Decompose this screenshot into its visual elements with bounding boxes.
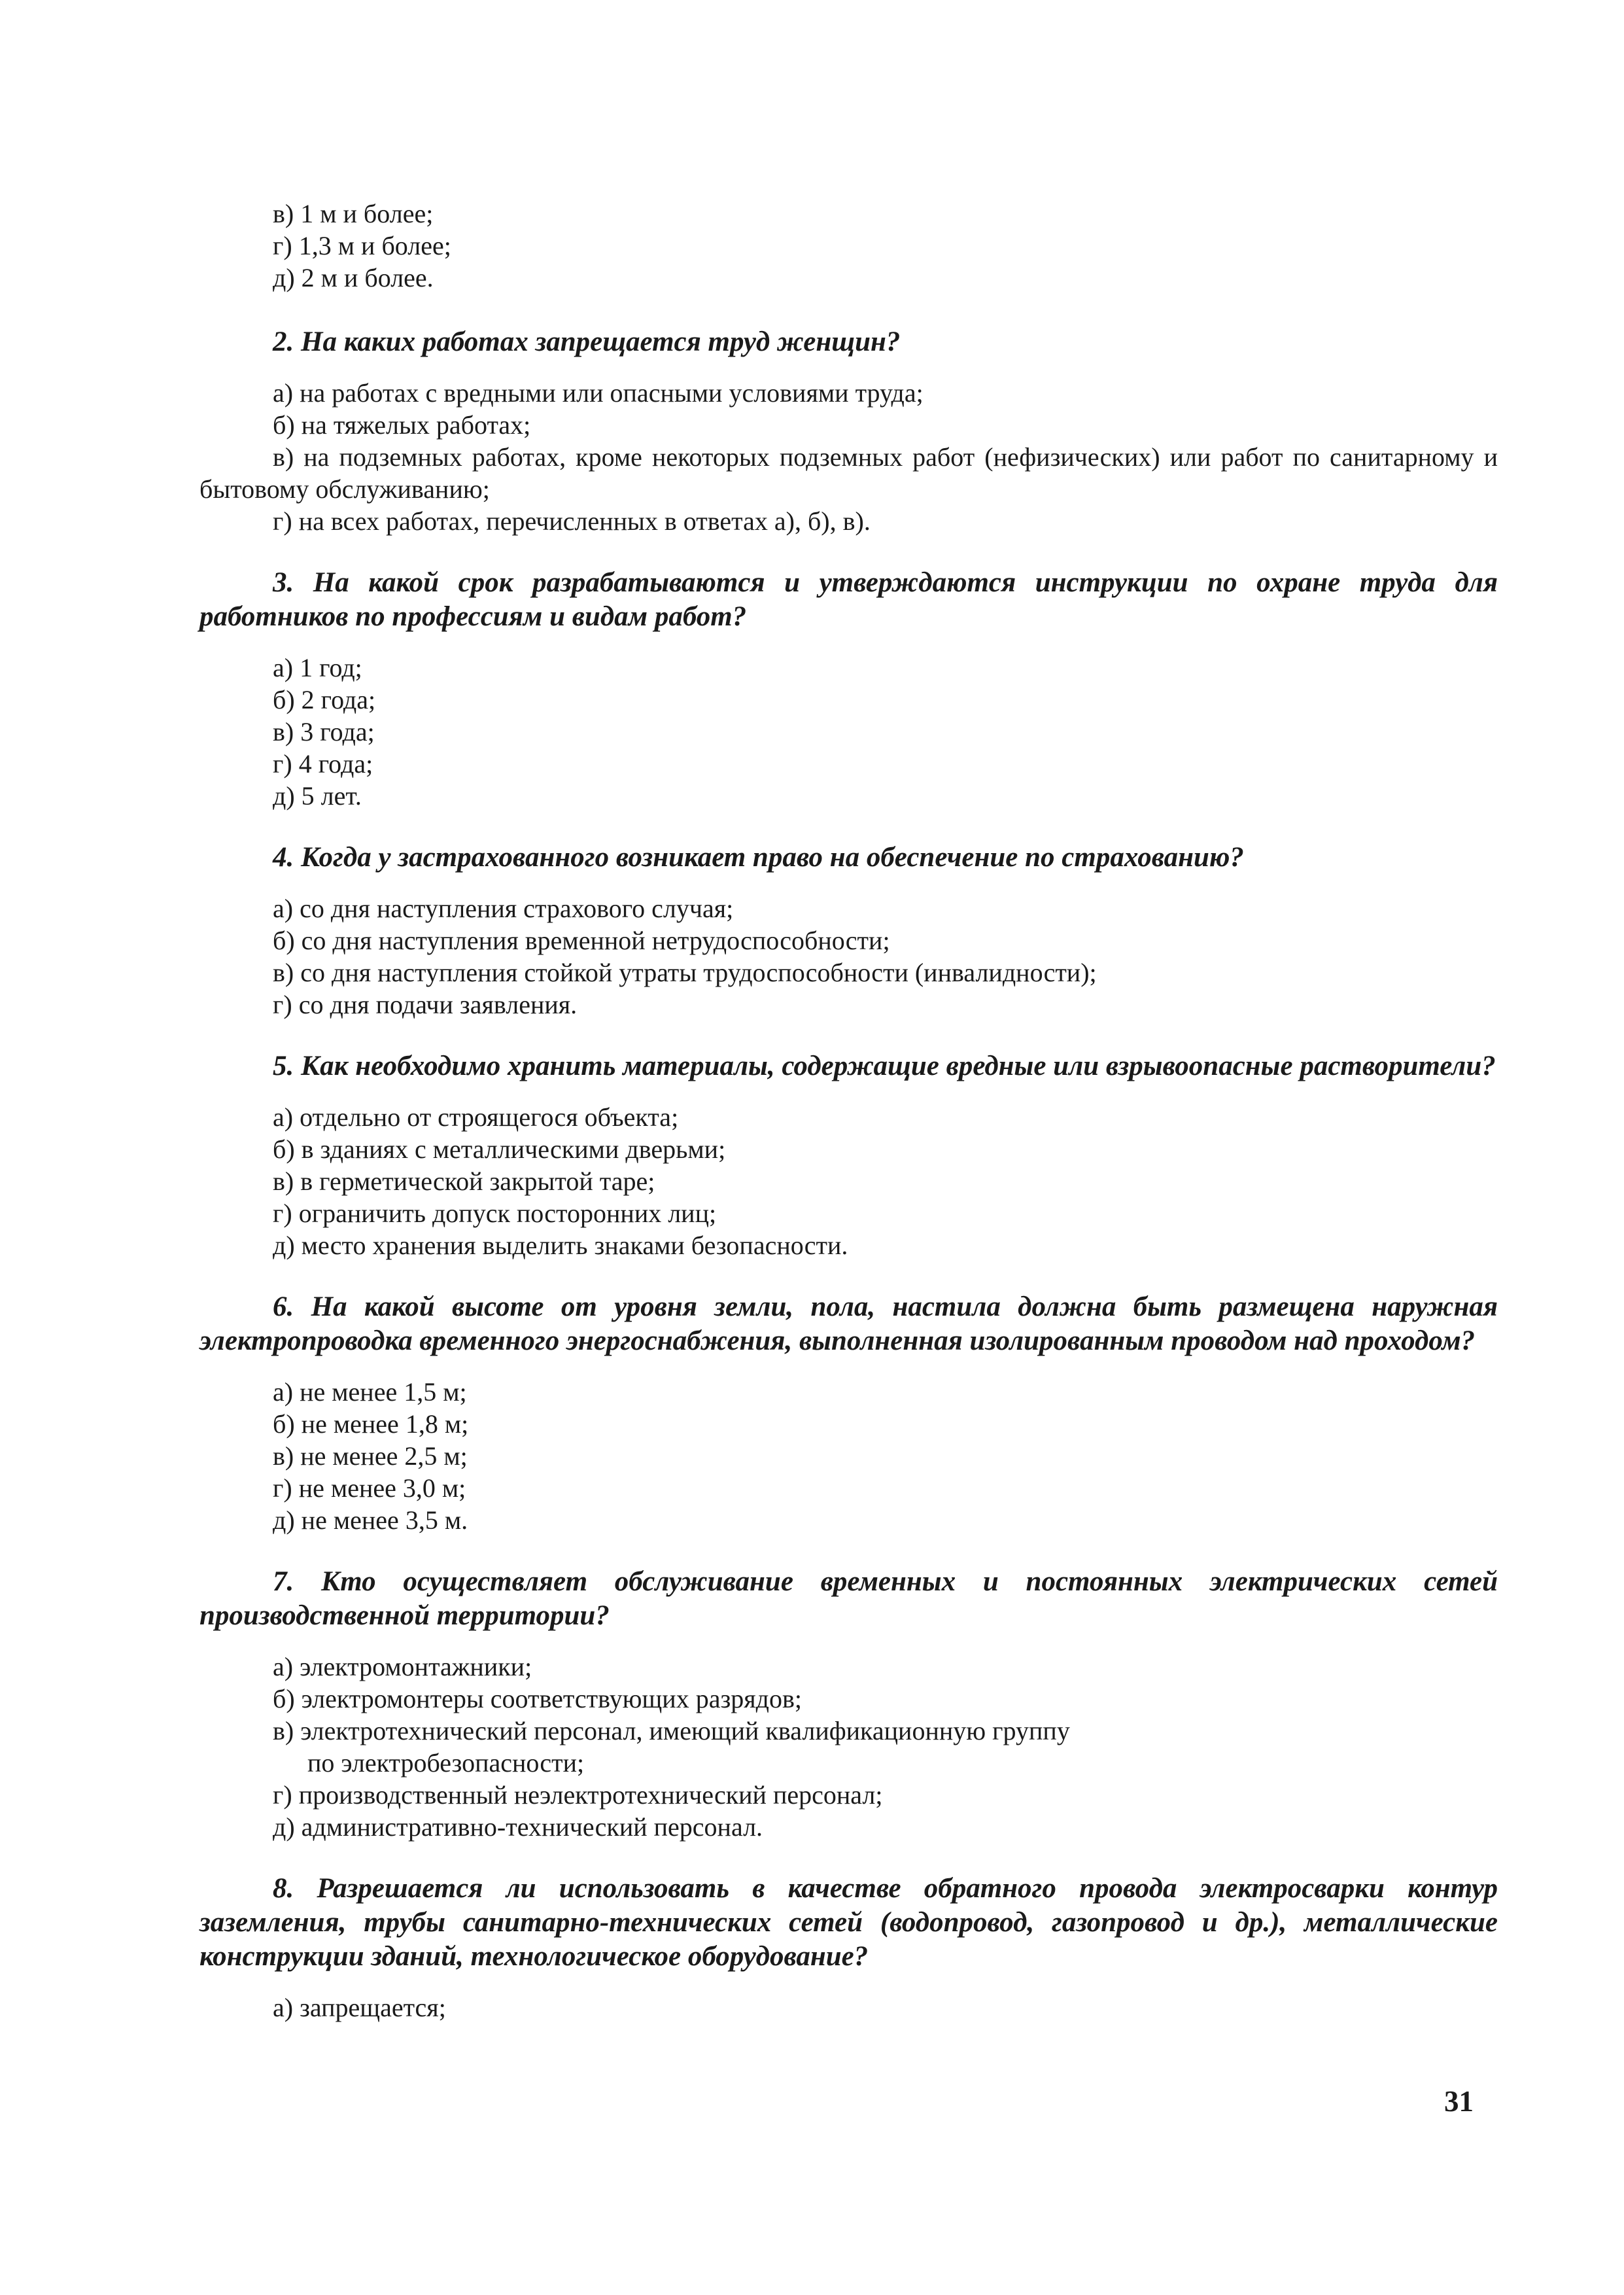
question-2: 2. На каких работах запрещается труд женщин? (273, 326, 901, 357)
answer-item: г) со дня подачи заявления. (273, 990, 578, 1019)
question-1-answers (199, 198, 1498, 294)
question-4-answers (199, 892, 1498, 1021)
answer-item: в) не менее 2,5 м; (273, 1441, 468, 1471)
question-5-answers (199, 1101, 1498, 1261)
page-content (199, 198, 1498, 2052)
answer-item: д) административно-технический персонал. (273, 1812, 763, 1842)
question-6-answers (199, 1376, 1498, 1536)
question-3-answers (199, 652, 1498, 812)
answer-item: а) отдельно от строящегося объекта; (273, 1102, 679, 1132)
answer-item: г) ограничить допуск посторонних лиц; (273, 1199, 717, 1228)
answer-item: а) 1 год; (273, 653, 362, 682)
answer-item: в) на подземных работах, кроме некоторых подземных работ (нефизических) или работ по санитарному и бытовому обслуживанию; (199, 442, 1498, 504)
answer-item: б) со дня наступления временной нетрудоспособности; (273, 926, 890, 955)
question-6: 6. На какой высоте от уровня земли, пола, настила должна быть размещена наружная электропроводка временного энергоснабжения, выполненная изолированным проводом над проходом? (199, 1291, 1498, 1356)
answer-item: д) место хранения выделить знаками безопасности. (273, 1231, 848, 1260)
answer-item: б) не менее 1,8 м; (273, 1409, 469, 1439)
answer-item: б) электромонтеры соответствующих разрядов; (273, 1684, 803, 1713)
question-7: 7. Кто осуществляет обслуживание временных и постоянных электрических сетей производственной территории? (199, 1566, 1498, 1631)
answer-item: г) не менее 3,0 м; (273, 1473, 466, 1503)
question-5: 5. Как необходимо хранить материалы, содержащие вредные или взрывоопасные растворители? (273, 1051, 1496, 1081)
answer-item: в) 1 м и более; (273, 199, 434, 228)
answer-item: в) со дня наступления стойкой утраты трудоспособности (инвалидности); (273, 958, 1097, 987)
answer-item: г) на всех работах, перечисленных в ответах а), б), в). (273, 506, 871, 536)
answer-item: д) 2 м и более. (273, 263, 434, 292)
answer-item: д) не менее 3,5 м. (273, 1505, 468, 1535)
question-7-answers (199, 1651, 1498, 1843)
page-number: 31 (1444, 2085, 1474, 2118)
answer-item: в) в герметической закрытой таре; (273, 1166, 655, 1196)
answer-item: г) 1,3 м и более; (273, 231, 451, 260)
answer-item: в) 3 года; (273, 717, 375, 746)
question-2-answers (199, 377, 1498, 537)
answer-item: а) со дня наступления страхового случая; (273, 894, 734, 923)
answer-item: б) в зданиях с металлическими дверьми; (273, 1134, 726, 1164)
answer-item: в) электротехнический персонал, имеющий квалификационную группу (273, 1716, 1070, 1745)
answer-item: г) 4 года; (273, 749, 373, 779)
question-3: 3. На какой срок разрабатываются и утверждаются инструкции по охране труда для работников по профессиям и видам работ? (199, 567, 1498, 632)
answer-item: а) не менее 1,5 м; (273, 1377, 467, 1407)
answer-item: г) производственный неэлектротехнический персонал; (273, 1780, 883, 1810)
answer-item: д) 5 лет. (273, 781, 362, 811)
answer-item: а) электромонтажники; (273, 1652, 532, 1681)
answer-item-continuation: по электробезопасности; (307, 1748, 585, 1778)
answer-item: а) на работах с вредными или опасными условиями труда; (273, 378, 924, 408)
answer-item: а) запрещается; (273, 1993, 446, 2022)
question-8: 8. Разрешается ли использовать в качестве обратного провода электросварки контур заземления, трубы санитарно-технических сетей (водопровод, газопровод и др.), металлические конструкции зданий, технологическое оборудование? (199, 1873, 1498, 1972)
question-4: 4. Когда у застрахованного возникает право на обеспечение по страхованию? (273, 842, 1244, 873)
answer-item: б) на тяжелых работах; (273, 410, 531, 440)
answer-item: б) 2 года; (273, 685, 376, 714)
question-8-answers (199, 1991, 1498, 2023)
